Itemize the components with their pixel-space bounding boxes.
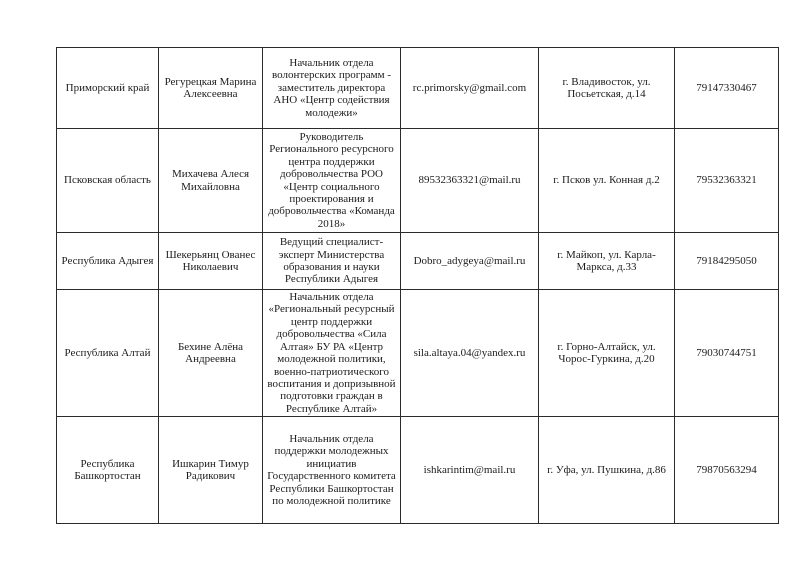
name-cell: Михачева Алеся Михайловна [159,129,263,233]
name-cell: Шекерьянц Ованес Николаевич [159,233,263,290]
contacts-table [56,47,779,524]
name-cell: Регурецкая Марина Алексеевна [159,48,263,129]
address-cell: г. Горно-Алтайск, ул. Чорос-Гуркина, д.20 [539,290,675,417]
address-cell: г. Владивосток, ул. Посьетская, д.14 [539,48,675,129]
phone-cell: 79030744751 [675,290,779,417]
table-row [57,417,779,524]
region-cell: Республика Алтай [57,290,159,417]
address-cell: г. Уфа, ул. Пушкина, д.86 [539,417,675,524]
position-cell: Начальник отдела волонтерских программ - заместитель директора АНО «Центр содействия молодежи» [263,48,401,129]
region-cell: Псковская область [57,129,159,233]
position-cell: Ведущий специалист-эксперт Министерства образования и науки Республики Адыгея [263,233,401,290]
table-row [57,290,779,417]
region-cell: Республика Адыгея [57,233,159,290]
email-cell: 89532363321@mail.ru [401,129,539,233]
phone-cell: 79147330467 [675,48,779,129]
table-row [57,233,779,290]
position-cell: Начальник отдела «Региональный ресурсный центр поддержки добровольчества «Сила Алтая» БУ РА «Центр молодежной политики, военно-патриотического воспитания и допризывной подготовки граждан в Республике Алтай» [263,290,401,417]
region-cell: Приморский край [57,48,159,129]
address-cell: г. Псков ул. Конная д.2 [539,129,675,233]
name-cell: Ишкарин Тимур Радикович [159,417,263,524]
table-row [57,48,779,129]
email-cell: Dobro_adygeya@mail.ru [401,233,539,290]
phone-cell: 79532363321 [675,129,779,233]
position-cell: Начальник отдела поддержки молодежных инициатив Государственного комитета Республики Башкортостан по молодежной политике [263,417,401,524]
name-cell: Бехине Алёна Андреевна [159,290,263,417]
email-cell: sila.altaya.04@yandex.ru [401,290,539,417]
region-cell: Республика Башкортостан [57,417,159,524]
phone-cell: 79870563294 [675,417,779,524]
position-cell: Руководитель Регионального ресурсного центра поддержки добровольчества РОО «Центр социального проектирования и добровольчества «Команда 2018» [263,129,401,233]
email-cell: ishkarintim@mail.ru [401,417,539,524]
phone-cell: 79184295050 [675,233,779,290]
table-row [57,129,779,233]
address-cell: г. Майкоп, ул. Карла-Маркса, д.33 [539,233,675,290]
email-cell: rc.primorsky@gmail.com [401,48,539,129]
